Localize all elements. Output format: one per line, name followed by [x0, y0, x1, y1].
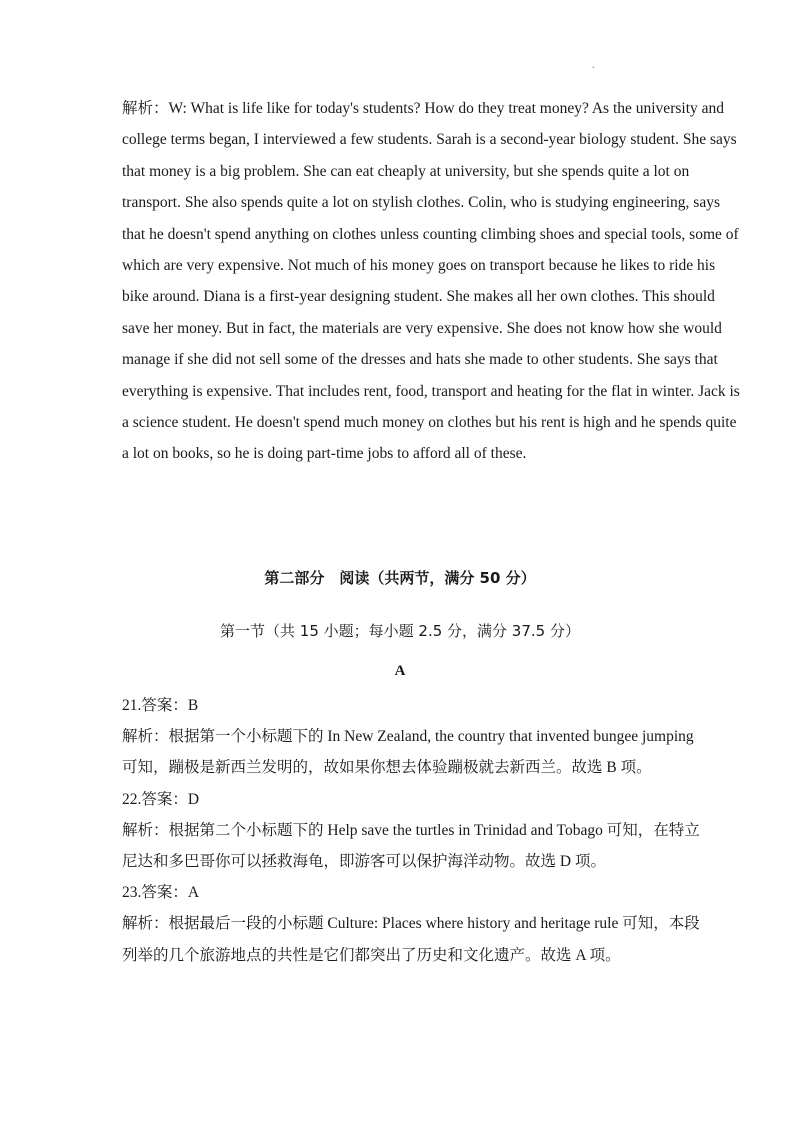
answer-21: 21.答案：B — [122, 697, 199, 714]
listening-explanation: 解析：W: What is life like for today's students? How do they treat money? As the university and college terms began, I interviewed a few students. Sarah is a second-year biology student. She says that money is a big problem. She can eat cheaply at university, but she spends quite a lot on transport. She also spends quite a lot on stylish clothes. Colin, who is studying engineering, says that he doesn't spend anything on clothes unless counting climbing shoes and special tools, some of which are very expensive. Not much of his money goes on transport because he likes to ride his bike around. Diana is a first-year designing student. She makes all her own clothes. This should save her money. But in fact, the materials are very expensive. She does not know how she would manage if she did not sell some of the dresses and hats she made to other students. She says that everything is expensive. That includes rent, food, transport and heating for the flat in winter. Jack is a science student. He doesn't spend much money on clothes but his rent is high and he spends quite a lot on books, so he is doing part-time jobs to afford all of these. — [122, 100, 740, 463]
explanation-23: 解析：根据最后一段的小标题 Culture: Places where history and heritage rule 可知，本段列举的几个旅游地点的共性是它们都突出了历史和文化遗产。故选 A 项。 — [122, 915, 700, 964]
answer-list — [122, 690, 702, 971]
passage-letter: A — [394, 663, 406, 679]
answer-23: 23.答案：A — [122, 884, 200, 902]
subsection-title: 第一节（共 15 小题；每小题 2.5 分，满分 37.5 分） — [220, 622, 580, 640]
page-mark: . — [592, 60, 595, 71]
explanation-22: 解析：根据第二个小标题下的 Help save the turtles in Trinidad and Tobago 可知，在特立尼达和多巴哥你可以拯救海龟，即游客可以保护海洋动物。故选 D 项。 — [122, 821, 700, 871]
answer-22: 22.答案：D — [122, 790, 200, 808]
section-title: 第二部分 阅读（共两节，满分 50 分） — [264, 569, 536, 587]
explanation-21: 解析：根据第一个小标题下的 In New Zealand, the country that invented bungee jumping 可知，蹦极是新西兰发明的，故如果你想去体验蹦极就去新西兰。故选 B 项。 — [122, 728, 694, 777]
